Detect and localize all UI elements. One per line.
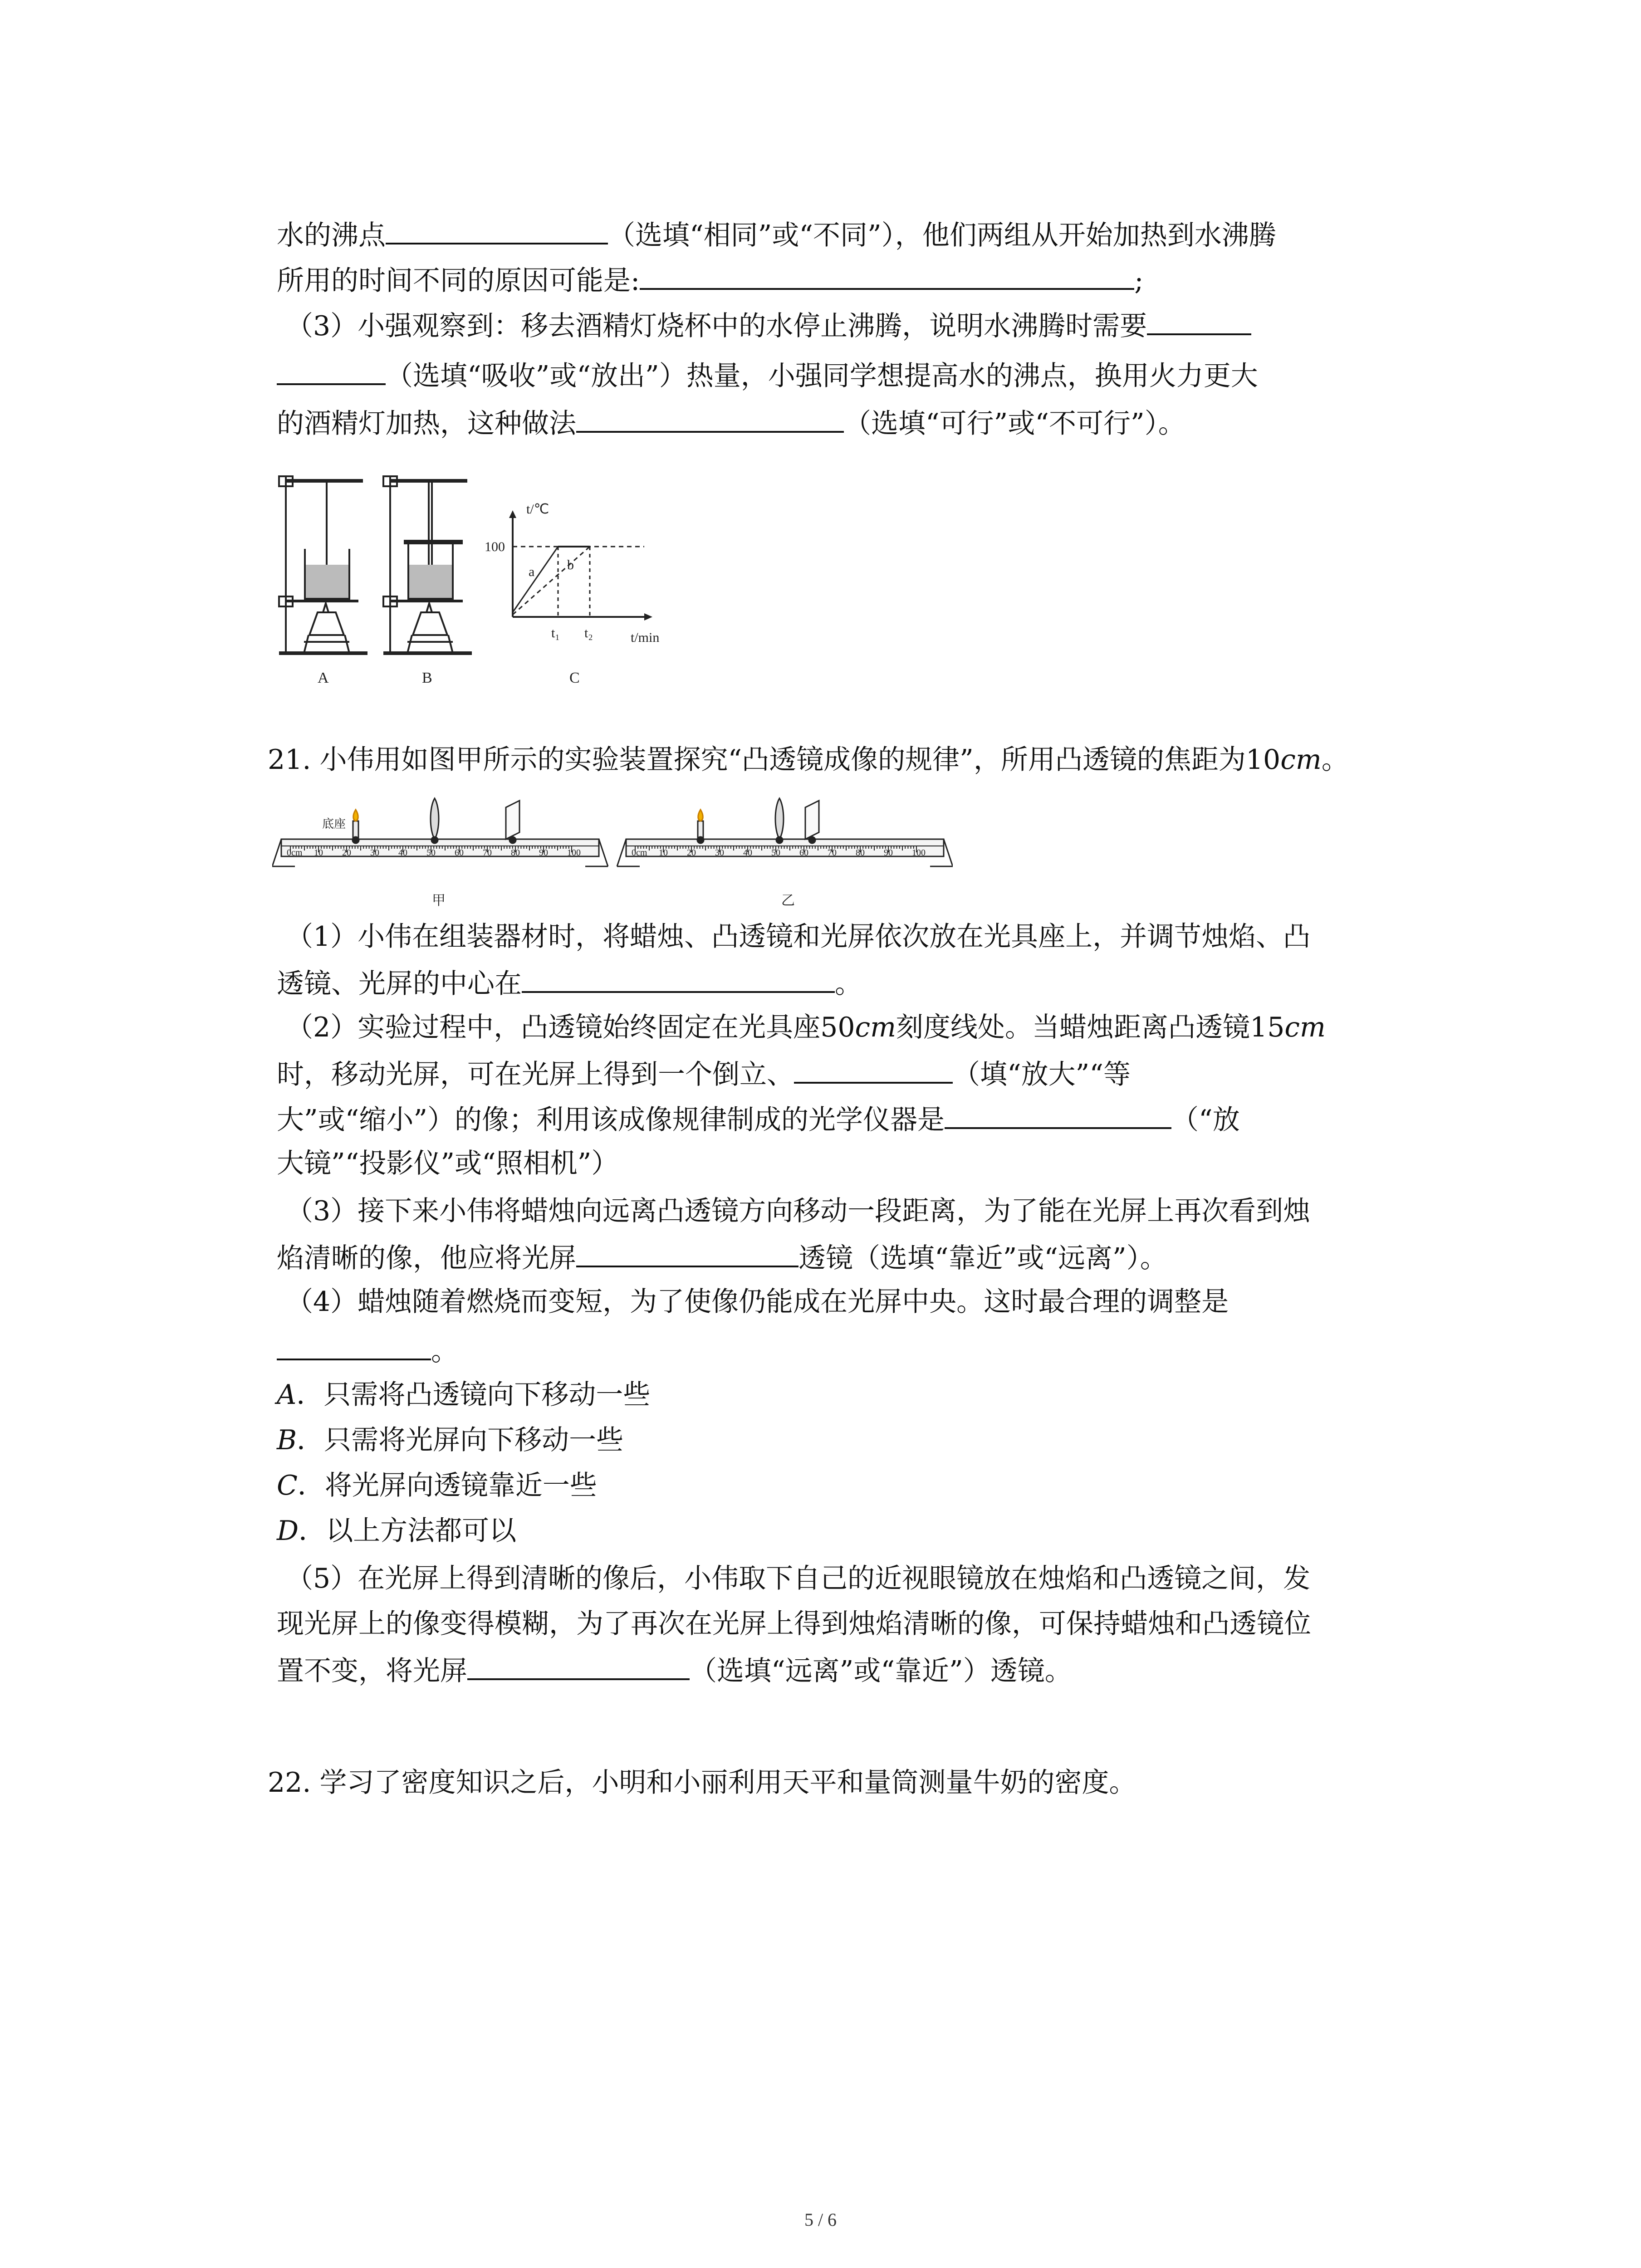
q21-text: 置不变，将光屏 <box>277 1655 467 1687</box>
scale-tick-label: 20 <box>687 848 696 858</box>
scale-tick-label: 20 <box>342 848 351 858</box>
base-label: 底座 <box>322 817 346 831</box>
scale-tick-label: 70 <box>828 848 837 858</box>
q21-text: 时，移动光屏，可在光屏上得到一个倒立、 <box>277 1059 794 1090</box>
q21-p4b <box>277 1331 458 1369</box>
q22-stem <box>268 1765 1136 1801</box>
apparatus-b-drawing <box>383 476 472 653</box>
option-b[interactable] <box>277 1422 623 1458</box>
q21-text: （选填“远离”或“靠近”）透镜。 <box>690 1655 1072 1687</box>
answer-blank[interactable] <box>640 261 1134 290</box>
option-text: ．将光屏向透镜靠近一些 <box>297 1470 597 1501</box>
q21-value: 15 <box>1250 1012 1285 1043</box>
chart-line-b-label: b <box>567 557 574 572</box>
scale-tick-label: 90 <box>884 848 893 858</box>
q20-text: 所用的时间不同的原因可能是: <box>277 265 640 297</box>
chart-t2-label: t₂ <box>584 626 593 640</box>
q20-line-1 <box>277 215 1276 254</box>
scale-tick-label: 90 <box>539 848 548 858</box>
apparatus-a-drawing <box>279 476 367 653</box>
option-d[interactable] <box>277 1513 516 1549</box>
q21-p2a <box>286 1009 1326 1046</box>
q21-text: （填“放大”“等 <box>953 1059 1131 1090</box>
question-number: 22. <box>268 1767 311 1799</box>
chart-x-axis-label: t/min <box>631 630 660 645</box>
q21-text: 刻度线处。当蜡烛距离凸透镜 <box>896 1012 1250 1043</box>
q21-text: 焰清晰的像，他应将光屏 <box>277 1242 576 1274</box>
option-a[interactable] <box>277 1377 650 1413</box>
q21-unit: cm <box>1284 1012 1326 1043</box>
q21-text: 大镜”“投影仪”或“照相机”） <box>277 1148 619 1179</box>
scale-tick-label: 70 <box>483 848 492 858</box>
scale-tick-label: 10 <box>314 848 323 858</box>
scale-tick-label: 100 <box>912 848 926 858</box>
q21-p3a <box>286 1193 1310 1229</box>
q21-unit: cm <box>1280 744 1322 776</box>
q21-text: （2）实验过程中，凸透镜始终固定在光具座 <box>286 1012 821 1043</box>
answer-blank[interactable] <box>576 1238 798 1267</box>
q21-p5c <box>277 1651 1072 1689</box>
answer-blank[interactable] <box>386 215 608 244</box>
answer-blank[interactable] <box>467 1651 690 1680</box>
scale-tick-label: 100 <box>567 848 581 858</box>
q20-text: ; <box>1134 265 1144 297</box>
q22-text: 学习了密度知识之后，小明和小丽利用天平和量筒测量牛奶的密度。 <box>319 1767 1136 1799</box>
option-letter: B <box>277 1424 297 1456</box>
q21-text: （4）蜡烛随着燃烧而变短，为了使像仍能成在光屏中央。这时最合理的调整是 <box>286 1286 1229 1318</box>
q21-text: （1）小伟在组装器材时，将蜡烛、凸透镜和光屏依次放在光具座上，并调节烛焰、凸 <box>286 921 1311 953</box>
q21-text: 。 <box>835 968 862 1000</box>
scale-tick-label: 80 <box>856 848 865 858</box>
q21-text: 。 <box>431 1335 458 1367</box>
scale-tick-label: 80 <box>511 848 520 858</box>
q21-p5b <box>277 1606 1311 1642</box>
figure-label-c: C <box>569 670 580 686</box>
q21-value: 50 <box>820 1012 855 1043</box>
boiling-experiment-figure <box>272 463 708 689</box>
q20-text: （选填“吸收”或“放出”）热量，小强同学想提高水的沸点，换用火力更大 <box>386 360 1258 392</box>
q21-text: 现光屏上的像变得模糊，为了再次在光屏上得到烛焰清晰的像，可保持蜡烛和凸透镜位 <box>277 1608 1311 1640</box>
q21-p5a <box>286 1560 1310 1597</box>
q20-text: 的酒精灯加热，这种做法 <box>277 408 576 440</box>
q20-text: （选填“相同”或“不同”），他们两组从开始加热到水沸腾 <box>608 220 1276 251</box>
option-text: ．以上方法都可以 <box>299 1515 517 1547</box>
scale-tick-label: 10 <box>659 848 668 858</box>
scale-tick-label: 40 <box>398 848 407 858</box>
q20-line-4 <box>277 356 1258 394</box>
chart-t1-label: t₁ <box>551 626 560 640</box>
optical-bench-figure <box>272 789 953 925</box>
question-number: 21. <box>268 744 311 776</box>
q21-p2b <box>277 1055 1131 1093</box>
answer-blank[interactable] <box>794 1055 953 1084</box>
answer-blank[interactable] <box>945 1100 1171 1129</box>
scale-tick-label: 0cm <box>287 848 303 858</box>
q21-focal-value: 10 <box>1245 744 1281 776</box>
chart-y-tick-100: 100 <box>485 539 505 554</box>
caption-jia: 甲 <box>432 893 446 908</box>
q20-line-2 <box>277 261 1143 299</box>
q21-p1b <box>277 964 862 1002</box>
answer-blank[interactable] <box>522 964 835 993</box>
scale-tick-label: 30 <box>370 848 379 858</box>
answer-blank[interactable] <box>1147 306 1251 335</box>
scale-tick-label: 40 <box>743 848 752 858</box>
chart-y-axis-label: t/℃ <box>526 502 549 517</box>
option-letter: A <box>277 1379 297 1411</box>
option-text: ．只需将凸透镜向下移动一些 <box>296 1379 651 1411</box>
scale-tick-label: 0cm <box>632 848 647 858</box>
scale-tick-label: 60 <box>799 848 808 858</box>
q20-text: （3）小强观察到：移去酒精灯烧杯中的水停止沸腾，说明水沸腾时需要 <box>286 310 1147 342</box>
answer-blank[interactable] <box>277 356 386 385</box>
q21-text: （“放 <box>1171 1104 1240 1136</box>
figure-label-b: B <box>422 670 432 686</box>
option-letter: C <box>277 1470 298 1501</box>
q21-p4a <box>286 1284 1229 1320</box>
page-number: 5 / 6 <box>804 2209 837 2230</box>
q21-p2d <box>277 1145 618 1182</box>
q21-unit: cm <box>855 1012 896 1043</box>
q21-text: 小伟用如图甲所示的实验装置探究“凸透镜成像的规律”，所用凸透镜的焦距为 <box>319 744 1246 776</box>
q21-stem <box>268 742 1349 778</box>
answer-blank[interactable] <box>277 1331 431 1360</box>
scale-tick-label: 60 <box>455 848 464 858</box>
q21-text: 。 <box>1321 744 1349 776</box>
figure-label-a: A <box>318 670 329 686</box>
scale-tick-label: 30 <box>715 848 724 858</box>
option-letter: D <box>277 1515 299 1547</box>
q20-line-5 <box>277 404 1185 442</box>
q21-p2c <box>277 1100 1240 1138</box>
scale-tick-label: 50 <box>426 848 436 858</box>
answer-blank[interactable] <box>576 404 844 433</box>
caption-yi: 乙 <box>781 893 795 908</box>
q21-text: 透镜（选填“靠近”或“远离”）。 <box>798 1242 1167 1274</box>
q21-text: （3）接下来小伟将蜡烛向远离凸透镜方向移动一段距离，为了能在光屏上再次看到烛 <box>286 1195 1311 1227</box>
q20-text: 水的沸点 <box>277 220 386 251</box>
option-text: ．只需将光屏向下移动一些 <box>297 1424 624 1456</box>
q21-p1a <box>286 919 1310 955</box>
q20-text: （选填“可行”或“不可行”）。 <box>844 408 1185 440</box>
q21-text: 透镜、光屏的中心在 <box>277 968 522 1000</box>
q21-text: 大”或“缩小”）的像；利用该成像规律制成的光学仪器是 <box>277 1104 945 1136</box>
q21-text: （5）在光屏上得到清晰的像后，小伟取下自己的近视眼镜放在烛焰和凸透镜之间，发 <box>286 1563 1311 1594</box>
chart-line-a-label: a <box>529 564 535 579</box>
q21-p3b <box>277 1238 1167 1276</box>
scale-tick-label: 50 <box>771 848 780 858</box>
q20-line-3 <box>286 306 1251 344</box>
option-c[interactable] <box>277 1467 597 1504</box>
